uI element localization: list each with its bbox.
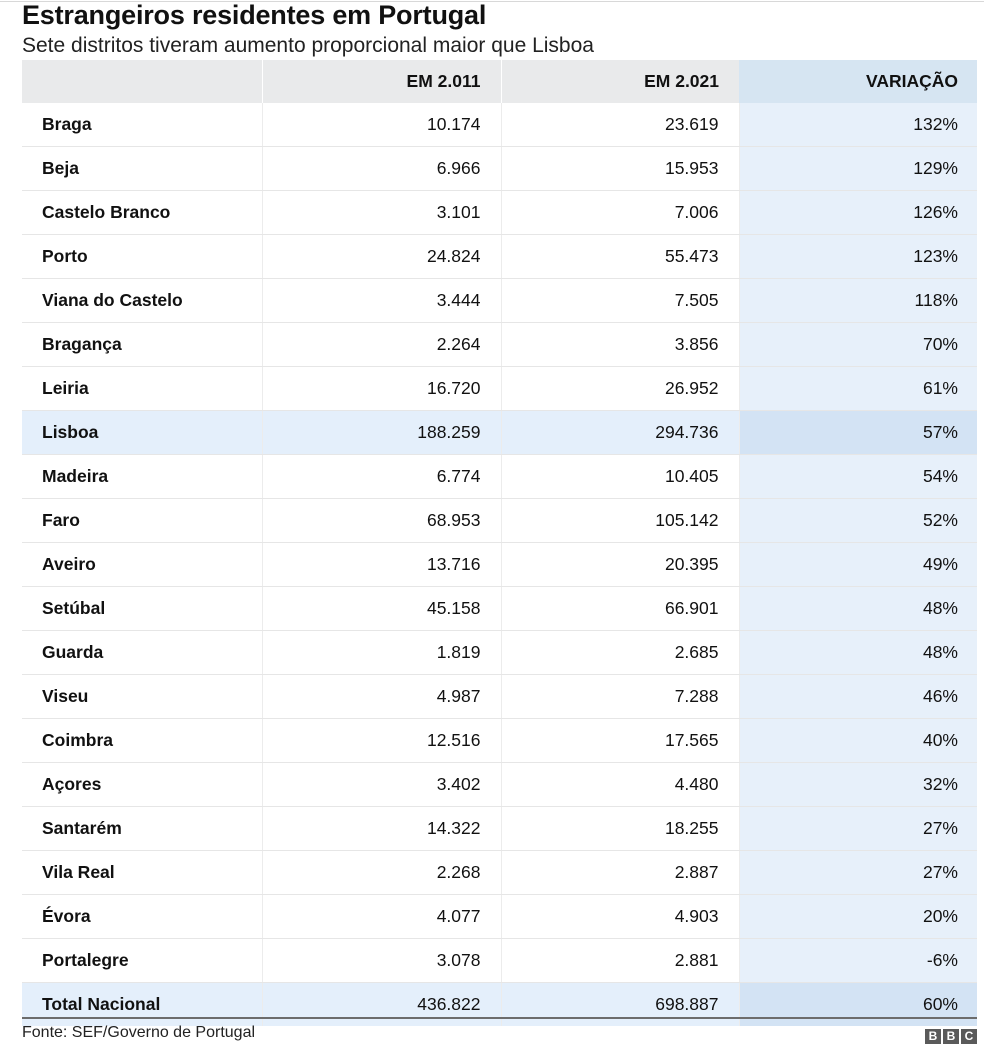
column-header-2011: EM 2.011: [262, 60, 501, 103]
district-cell: Braga: [22, 103, 262, 147]
value-2011-cell: 3.101: [262, 191, 501, 235]
value-2021-cell: 4.480: [501, 763, 739, 807]
value-2011-cell: 188.259: [262, 411, 501, 455]
bbc-logo-letter: B: [943, 1029, 959, 1044]
table-row: [22, 411, 977, 455]
value-2011-cell: 2.268: [262, 851, 501, 895]
variation-cell: 20%: [739, 895, 977, 939]
variation-cell: 27%: [739, 851, 977, 895]
district-cell: Açores: [22, 763, 262, 807]
variation-cell: 46%: [739, 675, 977, 719]
variation-cell: 132%: [739, 103, 977, 147]
value-2021-cell: 4.903: [501, 895, 739, 939]
variation-cell: 52%: [739, 499, 977, 543]
value-2011-cell: 6.774: [262, 455, 501, 499]
table-row: [22, 939, 977, 983]
table-row: [22, 191, 977, 235]
variation-cell: 60%: [739, 983, 977, 1027]
variation-cell: 118%: [739, 279, 977, 323]
data-table: [22, 60, 977, 1026]
value-2011-cell: 436.822: [262, 983, 501, 1027]
variation-cell: 126%: [739, 191, 977, 235]
table-row: [22, 631, 977, 675]
district-cell: Coimbra: [22, 719, 262, 763]
value-2021-cell: 7.006: [501, 191, 739, 235]
variation-cell: 123%: [739, 235, 977, 279]
table-row: [22, 587, 977, 631]
bbc-logo-letter: C: [961, 1029, 977, 1044]
value-2021-cell: 10.405: [501, 455, 739, 499]
table-row: [22, 675, 977, 719]
value-2021-cell: 26.952: [501, 367, 739, 411]
variation-cell: 27%: [739, 807, 977, 851]
table-row: [22, 895, 977, 939]
value-2011-cell: 24.824: [262, 235, 501, 279]
table-row: [22, 323, 977, 367]
bbc-logo: [925, 1029, 977, 1044]
table-row: [22, 103, 977, 147]
table-row: [22, 543, 977, 587]
value-2021-cell: 7.505: [501, 279, 739, 323]
table-body: [22, 103, 977, 1026]
variation-cell: 61%: [739, 367, 977, 411]
chart-title: Estrangeiros residentes em Portugal: [22, 0, 487, 30]
variation-cell: 48%: [739, 631, 977, 675]
variation-cell: 48%: [739, 587, 977, 631]
district-cell: Vila Real: [22, 851, 262, 895]
value-2011-cell: 13.716: [262, 543, 501, 587]
value-2021-cell: 2.685: [501, 631, 739, 675]
value-2021-cell: 698.887: [501, 983, 739, 1027]
district-cell: Porto: [22, 235, 262, 279]
chart-subtitle: Sete distritos tiveram aumento proporcional maior que Lisboa: [22, 34, 594, 57]
table-row: [22, 367, 977, 411]
source-note: Fonte: SEF/Governo de Portugal: [22, 1024, 256, 1041]
variation-cell: 54%: [739, 455, 977, 499]
table-row: [22, 147, 977, 191]
column-header-2021: EM 2.021: [501, 60, 739, 103]
variation-cell: -6%: [739, 939, 977, 983]
column-header-district: [22, 60, 262, 103]
table-header-row: [22, 60, 977, 103]
value-2021-cell: 66.901: [501, 587, 739, 631]
district-cell: Setúbal: [22, 587, 262, 631]
district-cell: Viana do Castelo: [22, 279, 262, 323]
value-2021-cell: 23.619: [501, 103, 739, 147]
table-row: [22, 719, 977, 763]
value-2021-cell: 20.395: [501, 543, 739, 587]
value-2011-cell: 3.444: [262, 279, 501, 323]
value-2021-cell: 2.887: [501, 851, 739, 895]
table-row: [22, 763, 977, 807]
value-2021-cell: 18.255: [501, 807, 739, 851]
value-2021-cell: 105.142: [501, 499, 739, 543]
bbc-logo-letter: B: [925, 1029, 941, 1044]
value-2011-cell: 3.402: [262, 763, 501, 807]
value-2021-cell: 17.565: [501, 719, 739, 763]
variation-cell: 49%: [739, 543, 977, 587]
table-row: [22, 851, 977, 895]
district-cell: Bragança: [22, 323, 262, 367]
district-cell: Portalegre: [22, 939, 262, 983]
value-2021-cell: 3.856: [501, 323, 739, 367]
district-cell: Aveiro: [22, 543, 262, 587]
value-2011-cell: 45.158: [262, 587, 501, 631]
value-2021-cell: 7.288: [501, 675, 739, 719]
table-row-total: [22, 983, 977, 1027]
district-cell: Santarém: [22, 807, 262, 851]
variation-cell: 129%: [739, 147, 977, 191]
table-row: [22, 279, 977, 323]
district-cell: Viseu: [22, 675, 262, 719]
value-2021-cell: 55.473: [501, 235, 739, 279]
value-2011-cell: 16.720: [262, 367, 501, 411]
value-2011-cell: 10.174: [262, 103, 501, 147]
value-2021-cell: 2.881: [501, 939, 739, 983]
value-2011-cell: 1.819: [262, 631, 501, 675]
district-cell: Total Nacional: [22, 983, 262, 1027]
district-cell: Beja: [22, 147, 262, 191]
variation-cell: 70%: [739, 323, 977, 367]
district-cell: Lisboa: [22, 411, 262, 455]
value-2011-cell: 6.966: [262, 147, 501, 191]
value-2011-cell: 68.953: [262, 499, 501, 543]
value-2021-cell: 294.736: [501, 411, 739, 455]
table-row: [22, 807, 977, 851]
district-cell: Guarda: [22, 631, 262, 675]
table-row: [22, 499, 977, 543]
value-2011-cell: 3.078: [262, 939, 501, 983]
table-row: [22, 455, 977, 499]
column-header-variation: VARIAÇÃO: [739, 60, 977, 103]
district-cell: Évora: [22, 895, 262, 939]
value-2011-cell: 12.516: [262, 719, 501, 763]
district-cell: Castelo Branco: [22, 191, 262, 235]
variation-cell: 57%: [739, 411, 977, 455]
value-2011-cell: 14.322: [262, 807, 501, 851]
footer-divider: [22, 1017, 977, 1019]
variation-cell: 40%: [739, 719, 977, 763]
table-row: [22, 235, 977, 279]
district-cell: Leiria: [22, 367, 262, 411]
district-cell: Madeira: [22, 455, 262, 499]
data-table-container: [22, 60, 977, 1026]
variation-cell: 32%: [739, 763, 977, 807]
district-cell: Faro: [22, 499, 262, 543]
value-2011-cell: 2.264: [262, 323, 501, 367]
value-2011-cell: 4.987: [262, 675, 501, 719]
value-2021-cell: 15.953: [501, 147, 739, 191]
value-2011-cell: 4.077: [262, 895, 501, 939]
